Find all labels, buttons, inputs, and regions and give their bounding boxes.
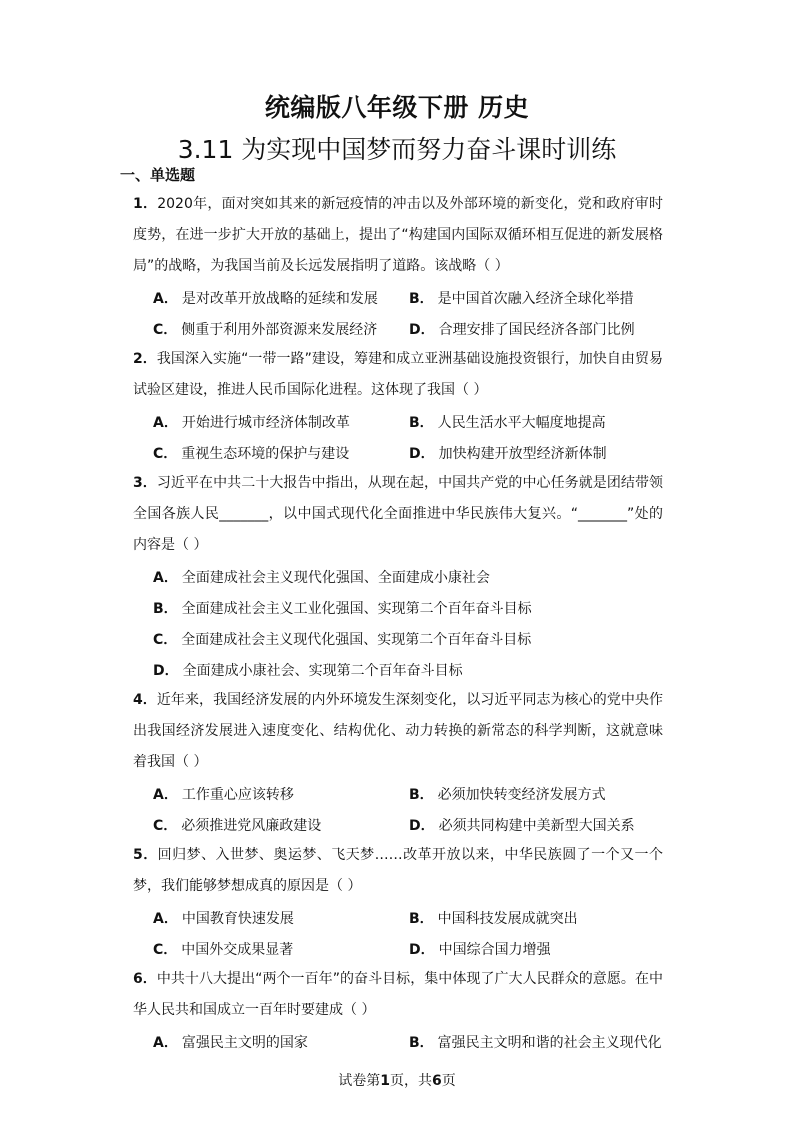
option-text: 全面建成小康社会、实现第二个百年奋斗目标 bbox=[182, 662, 463, 679]
option-label: D． bbox=[409, 941, 435, 958]
document-subtitle: 3.11 为实现中国梦而努力奋斗课时训练 bbox=[177, 135, 617, 164]
option-a bbox=[153, 1032, 409, 1052]
option-d bbox=[409, 939, 551, 959]
option-label: B． bbox=[153, 600, 178, 617]
option-c bbox=[153, 815, 409, 835]
question-text: 习近平在中共二十大报告中指出，从现在起，中国共产党的中心任务就是团结带领全国各族人民_______，以中国式现代化全面推进中华民族伟大复兴。“_______”处的内容是（ ） bbox=[133, 475, 664, 553]
option-text: 是对改革开放战略的延续和发展 bbox=[181, 290, 378, 307]
option-text: 重视生态环境的保护与建设 bbox=[181, 445, 350, 462]
option-text: 中国综合国力增强 bbox=[438, 941, 551, 958]
option-text: 是中国首次融入经济全球化举措 bbox=[437, 290, 634, 307]
option-label: B． bbox=[409, 1034, 434, 1051]
option-label: A． bbox=[153, 290, 178, 307]
question-number: 3． bbox=[133, 475, 157, 491]
option-a bbox=[153, 908, 409, 928]
option-label: B． bbox=[409, 910, 434, 927]
question-text: 2020年，面对突如其来的新冠疫情的冲击以及外部环境的新变化，党和政府审时度势，在进一步扩大开放的基础上，提出了“构建国内国际双循环相互促进的新发展格局”的战略，为我国当前及长远发展指明了道路。该战略（ ） bbox=[133, 196, 663, 274]
question-number: 2． bbox=[133, 351, 157, 367]
option-a bbox=[153, 288, 409, 308]
option-label: B． bbox=[409, 290, 434, 307]
option-b bbox=[153, 598, 532, 618]
option-text: 全面建成社会主义工业化强国、实现第二个百年奋斗目标 bbox=[181, 600, 532, 617]
question-number: 5． bbox=[133, 847, 158, 863]
option-text: 必须共同构建中美新型大国关系 bbox=[438, 817, 635, 834]
question-number: 4． bbox=[133, 692, 157, 708]
question bbox=[133, 964, 663, 1057]
option-b bbox=[409, 288, 634, 308]
option-label: A． bbox=[153, 786, 178, 803]
question-number: 6． bbox=[133, 971, 157, 987]
option-label: C． bbox=[153, 321, 178, 338]
option-a bbox=[153, 784, 409, 804]
question-text: 近年来，我国经济发展的内外环境发生深刻变化，以习近平同志为核心的党中央作出我国经济发展进入速度变化、结构优化、动力转换的新常态的科学判断，这就意味着我国（ ） bbox=[133, 692, 664, 770]
page-footer bbox=[0, 1070, 794, 1090]
option-b bbox=[409, 784, 606, 804]
option-text: 必须加快转变经济发展方式 bbox=[437, 786, 606, 803]
option-text: 加快构建开放型经济新体制 bbox=[438, 445, 607, 462]
option-text: 侧重于利用外部资源来发展经济 bbox=[181, 321, 378, 338]
question-stem bbox=[133, 840, 663, 902]
page-number: 1 bbox=[380, 1073, 390, 1089]
question bbox=[133, 344, 663, 468]
question-text: 我国深入实施“一带一路”建设，筹建和成立亚洲基础设施投资银行，加快自由贸易试验区建设，推进人民币国际化进程。这体现了我国（ ） bbox=[133, 351, 663, 398]
option-label: C． bbox=[153, 817, 178, 834]
question-stem bbox=[133, 344, 663, 406]
question bbox=[133, 468, 663, 685]
option-text: 工作重心应该转移 bbox=[181, 786, 294, 803]
option-b bbox=[409, 908, 578, 928]
option-c bbox=[153, 939, 409, 959]
question-number: 1． bbox=[133, 196, 158, 212]
question-text: 中共十八大提出“两个一百年”的奋斗目标，集中体现了广大人民群众的意愿。在中华人民共和国成立一百年时要建成（ ） bbox=[133, 971, 663, 1018]
question-stem bbox=[133, 468, 663, 561]
option-label: A． bbox=[153, 1034, 178, 1051]
option-label: C． bbox=[153, 941, 178, 958]
option-b bbox=[409, 1032, 662, 1052]
option-label: A． bbox=[153, 414, 178, 431]
option-c bbox=[153, 319, 409, 339]
question-stem bbox=[133, 964, 663, 1026]
footer-prefix: 试卷第 bbox=[338, 1073, 381, 1089]
question-text: 回归梦、入世梦、奥运梦、飞天梦……改革开放以来，中华民族圆了一个又一个梦，我们能够梦想成真的原因是（ ） bbox=[133, 847, 663, 894]
option-c bbox=[153, 443, 409, 463]
footer-suffix: 页 bbox=[441, 1073, 456, 1089]
option-text: 富强民主文明的国家 bbox=[181, 1034, 308, 1051]
question bbox=[133, 685, 663, 840]
option-label: A． bbox=[153, 910, 178, 927]
page-total: 6 bbox=[432, 1073, 442, 1089]
option-text: 中国外交成果显著 bbox=[181, 941, 294, 958]
option-text: 中国教育快速发展 bbox=[181, 910, 294, 927]
option-d bbox=[153, 660, 463, 680]
option-label: A． bbox=[153, 569, 178, 586]
option-d bbox=[409, 815, 635, 835]
option-label: D． bbox=[153, 662, 179, 679]
option-c bbox=[153, 629, 531, 649]
question-list bbox=[133, 189, 663, 1057]
section-heading: 一、单选题 bbox=[120, 166, 196, 184]
option-label: B． bbox=[409, 786, 434, 803]
question bbox=[133, 840, 663, 964]
footer-middle: 页，共 bbox=[390, 1073, 432, 1089]
option-text: 中国科技发展成就突出 bbox=[437, 910, 578, 927]
question-stem bbox=[133, 189, 663, 282]
option-label: D． bbox=[409, 321, 435, 338]
option-text: 合理安排了国民经济各部门比例 bbox=[438, 321, 635, 338]
option-d bbox=[409, 443, 607, 463]
question bbox=[133, 189, 663, 344]
option-label: D． bbox=[409, 445, 435, 462]
document-title: 统编版八年级下册 历史 bbox=[264, 93, 530, 122]
option-text: 开始进行城市经济体制改革 bbox=[181, 414, 350, 431]
option-text: 全面建成社会主义现代化强国、全面建成小康社会 bbox=[181, 569, 490, 586]
option-text: 必须推进党风廉政建设 bbox=[181, 817, 322, 834]
option-label: D． bbox=[409, 817, 435, 834]
option-text: 全面建成社会主义现代化强国、实现第二个百年奋斗目标 bbox=[181, 631, 532, 648]
option-label: B． bbox=[409, 414, 434, 431]
option-b bbox=[409, 412, 606, 432]
option-a bbox=[153, 412, 409, 432]
option-a bbox=[153, 567, 490, 587]
option-label: C． bbox=[153, 631, 178, 648]
option-label: C． bbox=[153, 445, 178, 462]
option-d bbox=[409, 319, 635, 339]
question-stem bbox=[133, 685, 663, 778]
option-text: 人民生活水平大幅度地提高 bbox=[437, 414, 606, 431]
option-text: 富强民主文明和谐的社会主义现代化 bbox=[437, 1034, 662, 1051]
